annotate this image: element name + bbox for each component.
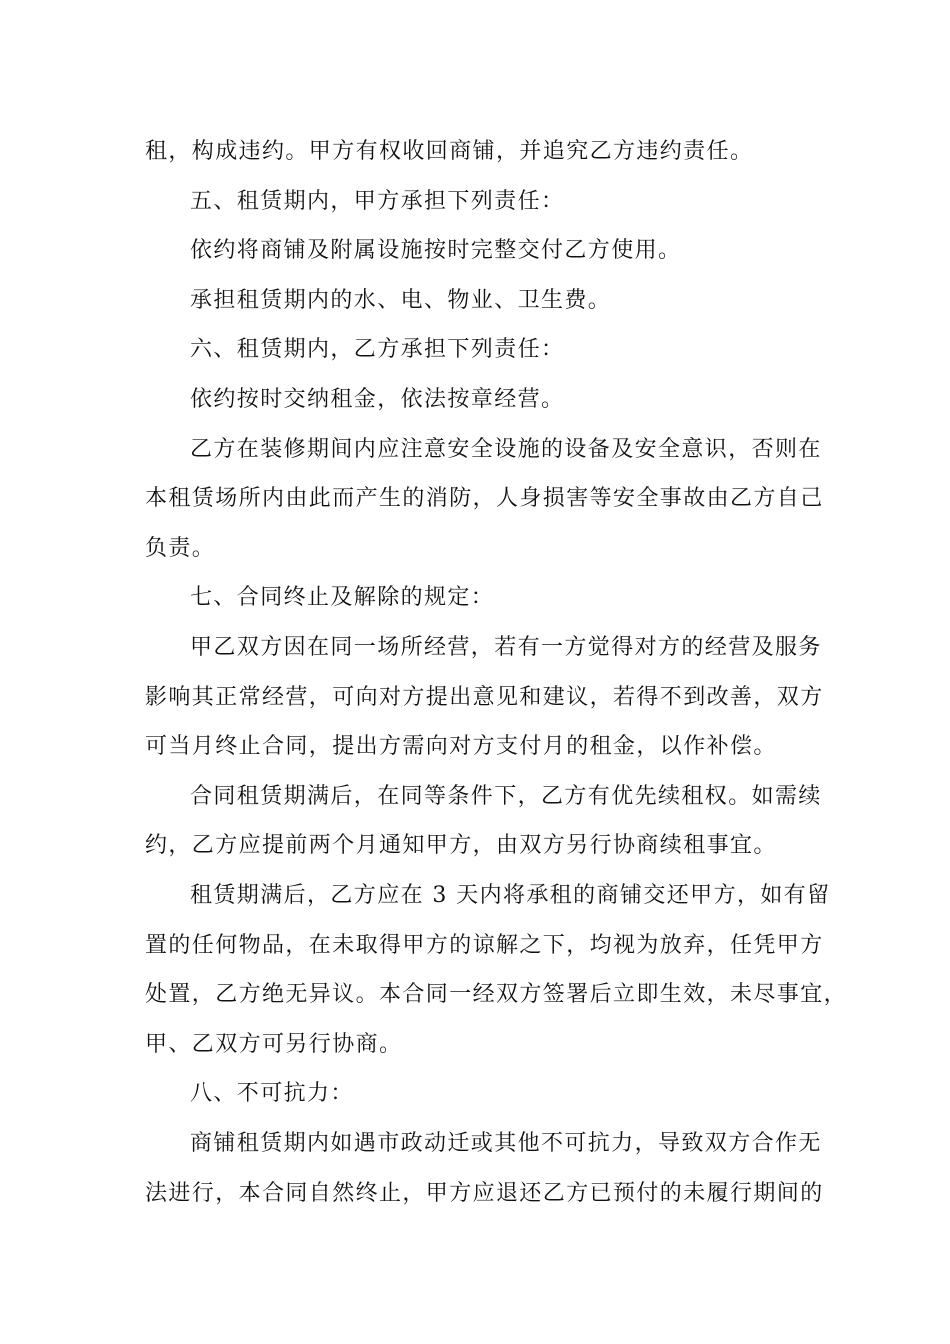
text-line: 甲、乙双方可另行协商。: [145, 1032, 403, 1057]
text-line: 约，乙方应提前两个月通知甲方，由双方另行协商续租事宜。: [145, 833, 777, 858]
section-heading: 六、租赁期内，乙方承担下列责任：: [190, 337, 565, 362]
text-line: 影响其正常经营，可向对方提出意见和建议，若得不到改善，双方: [145, 685, 824, 710]
text-line: 合同租赁期满后，在同等条件下，乙方有优先续租权。如需续: [190, 784, 822, 809]
text-line: 商铺租赁期内如遇市政动迁或其他不可抗力，导致双方合作无: [190, 1131, 822, 1156]
text-line: 依约按时交纳租金，依法按章经营。: [190, 387, 565, 412]
text-line: 依约将商铺及附属设施按时完整交付乙方使用。: [190, 238, 682, 263]
text-line: 本租赁场所内由此而产生的消防，人身损害等安全事故由乙方自己: [145, 486, 824, 511]
text-line: 承担租赁期内的水、电、物业、卫生费。: [190, 288, 612, 313]
text-line: 负责。: [145, 536, 216, 561]
section-heading: 七、合同终止及解除的规定：: [190, 585, 495, 610]
section-heading: 五、租赁期内，甲方承担下列责任：: [190, 189, 565, 214]
section-heading: 八、不可抗力：: [190, 1081, 354, 1106]
text-line: 租赁期满后，乙方应在 3 天内将承租的商铺交还甲方，如有留: [190, 883, 831, 908]
text-line: 乙方在装修期间内应注意安全设施的设备及安全意识，否则在: [190, 437, 822, 462]
text-line: 租，构成违约。甲方有权收回商铺，并追究乙方违约责任。: [145, 139, 754, 164]
text-line: 可当月终止合同，提出方需向对方支付月的租金，以作补偿。: [145, 734, 777, 759]
text-line: 甲乙双方因在同一场所经营，若有一方觉得对方的经营及服务: [190, 635, 822, 660]
text-line: 法进行，本合同自然终止，甲方应退还乙方已预付的未履行期间的: [145, 1181, 824, 1206]
text-line: 置的任何物品，在未取得甲方的谅解之下，均视为放弃，任凭甲方: [145, 933, 824, 958]
text-line: 处置，乙方绝无异议。本合同一经双方签署后立即生效，未尽事宜，: [145, 982, 848, 1007]
